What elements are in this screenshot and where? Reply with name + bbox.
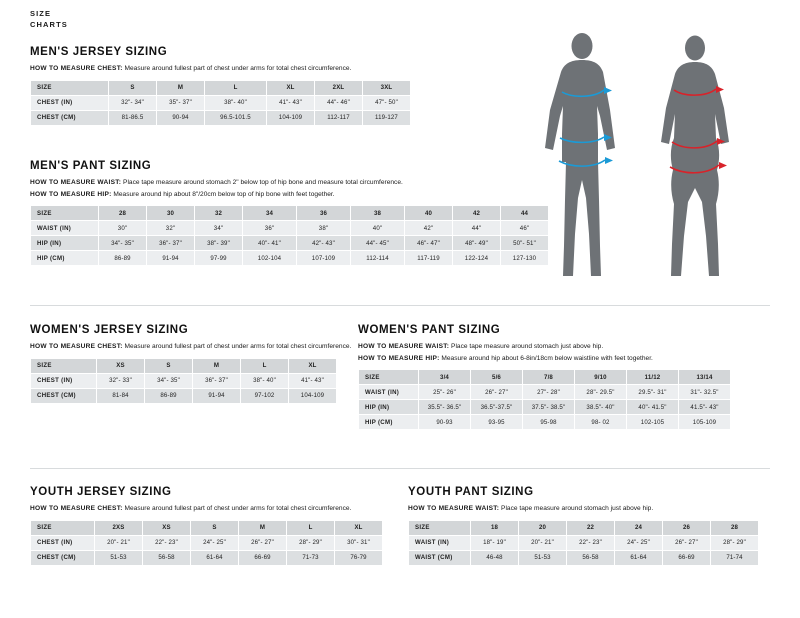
table-row [359, 400, 731, 415]
table-cell: 102-105 [627, 415, 679, 430]
table-row [31, 373, 337, 388]
table-cell: 35"- 37" [157, 95, 205, 110]
table-cell: 36"- 37" [193, 373, 241, 388]
column-header: S [145, 358, 193, 373]
column-header: 5/6 [471, 370, 523, 385]
table-cell: 28"- 29.5" [575, 385, 627, 400]
men-pant-instruction-2: HOW TO MEASURE HIP: Measure around hip about 8"/20cm below top of hip bone with feet together. [30, 190, 335, 198]
row-label: WAIST (IN) [409, 535, 471, 550]
table-cell: 28"- 29" [711, 535, 759, 550]
male-hip-arrowhead [605, 157, 613, 164]
table-header-row [409, 520, 759, 535]
column-header: 26 [663, 520, 711, 535]
table-cell: 37.5"- 38.5" [523, 400, 575, 415]
column-header: L [241, 358, 289, 373]
table-cell: 112-117 [315, 110, 363, 125]
table-cell: 26"- 27" [663, 535, 711, 550]
column-header: 36 [297, 206, 351, 221]
table-cell: 24"- 25" [191, 535, 239, 550]
table-header-row [31, 358, 337, 373]
women-pant-instruction-label-2: HOW TO MEASURE HIP: [358, 354, 440, 362]
youth-jersey-title: YOUTH JERSEY SIZING [30, 486, 172, 498]
table-row [31, 110, 411, 125]
section-women-pant [358, 324, 731, 430]
column-header: SIZE [31, 520, 95, 535]
table-row [31, 221, 549, 236]
divider-1 [30, 305, 770, 306]
column-header: 28 [99, 206, 147, 221]
column-header: XS [97, 358, 145, 373]
table-cell: 26"- 27" [471, 385, 523, 400]
table-cell: 26"- 27" [239, 535, 287, 550]
body-diagrams [520, 30, 780, 290]
table-row [31, 251, 549, 266]
table-cell: 97-99 [195, 251, 243, 266]
section-youth-jersey [30, 486, 383, 566]
table-cell: 98- 02 [575, 415, 627, 430]
women-jersey-title: WOMEN'S JERSEY SIZING [30, 324, 189, 336]
table-cell: 20"- 21" [95, 535, 143, 550]
table-row [359, 385, 731, 400]
column-header: 30 [147, 206, 195, 221]
column-header: SIZE [409, 520, 471, 535]
column-header: 28 [711, 520, 759, 535]
table-cell: 41.5"- 43" [679, 400, 731, 415]
table-cell: 38"- 40" [205, 95, 267, 110]
table-cell: 40"- 41.5" [627, 400, 679, 415]
column-header: 9/10 [575, 370, 627, 385]
table-cell: 76-79 [335, 550, 383, 565]
men-jersey-title: MEN'S JERSEY SIZING [30, 46, 168, 58]
youth-pant-instruction-label-1: HOW TO MEASURE WAIST: [408, 505, 500, 512]
table-cell: 66-69 [663, 550, 711, 565]
column-header: M [193, 358, 241, 373]
table-cell: 61-64 [191, 550, 239, 565]
table-header-row [31, 520, 383, 535]
table-cell: 36" [243, 221, 297, 236]
women-jersey-instruction-label-1: HOW TO MEASURE CHEST: [30, 343, 123, 350]
youth-jersey-instruction-1: HOW TO MEASURE CHEST: Measure around fullest part of chest under arms for total chest circumference. [30, 505, 352, 512]
table-cell: 36.5"-37.5" [471, 400, 523, 415]
row-label: CHEST (CM) [31, 388, 97, 403]
men-pant-title: MEN'S PANT SIZING [30, 160, 152, 172]
table-cell: 28"- 29" [287, 535, 335, 550]
row-label: HIP (IN) [359, 400, 419, 415]
row-label: HIP (IN) [31, 236, 99, 251]
row-label: WAIST (IN) [359, 385, 419, 400]
row-label: CHEST (CM) [31, 110, 109, 125]
female-chest-arrowhead [716, 86, 724, 93]
table-cell: 56-58 [143, 550, 191, 565]
page-title-line2: CHARTS [30, 20, 68, 29]
men-pant-table [30, 205, 549, 266]
column-header: XL [289, 358, 337, 373]
table-row [31, 535, 383, 550]
column-header: 18 [471, 520, 519, 535]
column-header: L [205, 80, 267, 95]
table-cell: 18"- 19" [471, 535, 519, 550]
men-jersey-instruction-label-1: HOW TO MEASURE CHEST: [30, 65, 123, 72]
table-cell: 46" [501, 221, 549, 236]
row-label: CHEST (IN) [31, 535, 95, 550]
row-label: WAIST (IN) [31, 221, 99, 236]
table-cell: 30" [99, 221, 147, 236]
column-header: 7/8 [523, 370, 575, 385]
table-cell: 35.5"- 36.5" [419, 400, 471, 415]
table-cell: 41"- 43" [289, 373, 337, 388]
row-label: CHEST (IN) [31, 95, 109, 110]
column-header: 32 [195, 206, 243, 221]
table-cell: 34"- 35" [145, 373, 193, 388]
table-cell: 105-109 [679, 415, 731, 430]
table-cell: 29.5"- 31" [627, 385, 679, 400]
youth-jersey-instruction-label-1: HOW TO MEASURE CHEST: [30, 505, 123, 512]
table-cell: 32" [147, 221, 195, 236]
table-cell: 27"- 28" [523, 385, 575, 400]
column-header: 44 [501, 206, 549, 221]
male-chest-arrowhead [604, 87, 612, 94]
women-pant-title: WOMEN'S PANT SIZING [358, 324, 501, 336]
table-cell: 104-109 [289, 388, 337, 403]
table-cell: 44" [453, 221, 501, 236]
table-cell: 86-89 [145, 388, 193, 403]
row-label: HIP (CM) [359, 415, 419, 430]
column-header: 34 [243, 206, 297, 221]
divider-2 [30, 468, 770, 469]
page-title [30, 8, 68, 30]
table-cell: 56-58 [567, 550, 615, 565]
table-cell: 46"- 47" [405, 236, 453, 251]
table-cell: 90-93 [419, 415, 471, 430]
table-cell: 31"- 32.5" [679, 385, 731, 400]
section-youth-pant [408, 486, 759, 566]
table-cell: 119-127 [363, 110, 411, 125]
column-header: 20 [519, 520, 567, 535]
column-header: 38 [351, 206, 405, 221]
table-row [31, 236, 549, 251]
column-header: 2XS [95, 520, 143, 535]
table-cell: 112-114 [351, 251, 405, 266]
table-cell: 91-94 [193, 388, 241, 403]
women-jersey-instruction-1: HOW TO MEASURE CHEST: Measure around fullest part of chest under arms for total chest circumference. [30, 343, 352, 350]
table-row [31, 550, 383, 565]
column-header: SIZE [31, 358, 97, 373]
row-label: CHEST (IN) [31, 373, 97, 388]
section-men-pant [30, 160, 549, 266]
youth-pant-table [408, 520, 759, 566]
table-row [409, 535, 759, 550]
measurement-figures-svg [520, 30, 780, 290]
youth-jersey-table [30, 520, 383, 566]
column-header: L [287, 520, 335, 535]
column-header: XS [143, 520, 191, 535]
table-cell: 24"- 25" [615, 535, 663, 550]
table-cell: 40"- 41" [243, 236, 297, 251]
column-header: 2XL [315, 80, 363, 95]
row-label: HIP (CM) [31, 251, 99, 266]
table-cell: 42" [405, 221, 453, 236]
table-row [31, 95, 411, 110]
row-label: CHEST (CM) [31, 550, 95, 565]
column-header: SIZE [359, 370, 419, 385]
men-pant-instruction-label-2: HOW TO MEASURE HIP: [30, 190, 112, 198]
women-pant-instruction-1: HOW TO MEASURE WAIST: Place tape measure around stomach just above hip. [358, 343, 604, 350]
column-header: 3/4 [419, 370, 471, 385]
table-cell: 38.5"- 40" [575, 400, 627, 415]
table-cell: 95-98 [523, 415, 575, 430]
table-row [409, 550, 759, 565]
table-cell: 107-109 [297, 251, 351, 266]
table-cell: 44"- 46" [315, 95, 363, 110]
youth-pant-instruction-1: HOW TO MEASURE WAIST: Place tape measure around stomach just above hip. [408, 505, 654, 512]
men-pant-instruction-label-1: HOW TO MEASURE WAIST: [30, 179, 122, 186]
column-header: M [239, 520, 287, 535]
female-body-diagram [661, 36, 729, 277]
women-jersey-table [30, 358, 337, 404]
women-pant-instruction-2: HOW TO MEASURE HIP: Measure around hip about 6-8in/18cm below waistline with feet together. [358, 354, 653, 362]
column-header: XL [335, 520, 383, 535]
table-cell: 127-130 [501, 251, 549, 266]
table-cell: 51-53 [519, 550, 567, 565]
section-women-jersey [30, 324, 351, 404]
men-jersey-table [30, 80, 411, 126]
table-cell: 117-119 [405, 251, 453, 266]
women-pant-table [358, 369, 731, 430]
table-cell: 46-48 [471, 550, 519, 565]
row-label: WAIST (CM) [409, 550, 471, 565]
column-header: 40 [405, 206, 453, 221]
table-cell: 81-84 [97, 388, 145, 403]
table-cell: 61-64 [615, 550, 663, 565]
table-cell: 51-53 [95, 550, 143, 565]
table-cell: 44"- 45" [351, 236, 405, 251]
youth-pant-title: YOUTH PANT SIZING [408, 486, 534, 498]
section-men-jersey [30, 46, 411, 126]
page-title-line1: SIZE [30, 9, 52, 18]
column-header: 13/14 [679, 370, 731, 385]
column-header: 42 [453, 206, 501, 221]
column-header: XL [267, 80, 315, 95]
table-cell: 38"- 40" [241, 373, 289, 388]
table-cell: 71-74 [711, 550, 759, 565]
table-header-row [31, 80, 411, 95]
table-header-row [359, 370, 731, 385]
table-cell: 50"- 51" [501, 236, 549, 251]
column-header: SIZE [31, 206, 99, 221]
table-cell: 93-95 [471, 415, 523, 430]
table-cell: 41"- 43" [267, 95, 315, 110]
table-header-row [31, 206, 549, 221]
column-header: S [109, 80, 157, 95]
men-pant-instruction-1: HOW TO MEASURE WAIST: Place tape measure around stomach 2" below top of hip bone and measure total circumference. [30, 179, 403, 186]
table-cell: 22"- 23" [567, 535, 615, 550]
table-cell: 32"- 33" [97, 373, 145, 388]
table-cell: 40" [351, 221, 405, 236]
women-pant-instruction-label-1: HOW TO MEASURE WAIST: [358, 343, 450, 350]
men-jersey-instruction-1: HOW TO MEASURE CHEST: Measure around fullest part of chest under arms for total chest circumference. [30, 65, 352, 72]
column-header: 11/12 [627, 370, 679, 385]
table-cell: 38" [297, 221, 351, 236]
table-cell: 90-94 [157, 110, 205, 125]
table-cell: 66-69 [239, 550, 287, 565]
table-row [31, 388, 337, 403]
table-cell: 38"- 39" [195, 236, 243, 251]
table-cell: 20"- 21" [519, 535, 567, 550]
table-cell: 104-109 [267, 110, 315, 125]
column-header: 24 [615, 520, 663, 535]
table-cell: 122-124 [453, 251, 501, 266]
column-header: SIZE [31, 80, 109, 95]
table-row [359, 415, 731, 430]
male-body-diagram [545, 33, 615, 276]
table-cell: 97-102 [241, 388, 289, 403]
table-cell: 34" [195, 221, 243, 236]
column-header: S [191, 520, 239, 535]
table-cell: 22"- 23" [143, 535, 191, 550]
table-cell: 25"- 26" [419, 385, 471, 400]
table-cell: 81-86.5 [109, 110, 157, 125]
table-cell: 86-89 [99, 251, 147, 266]
table-cell: 96.5-101.5 [205, 110, 267, 125]
table-cell: 42"- 43" [297, 236, 351, 251]
column-header: 22 [567, 520, 615, 535]
table-cell: 30"- 31" [335, 535, 383, 550]
table-cell: 32"- 34" [109, 95, 157, 110]
female-hip-arrowhead [719, 162, 727, 169]
column-header: M [157, 80, 205, 95]
table-cell: 102-104 [243, 251, 297, 266]
table-cell: 91-94 [147, 251, 195, 266]
table-cell: 34"- 35" [99, 236, 147, 251]
table-cell: 48"- 49" [453, 236, 501, 251]
table-cell: 71-73 [287, 550, 335, 565]
table-cell: 36"- 37" [147, 236, 195, 251]
table-cell: 47"- 50" [363, 95, 411, 110]
column-header: 3XL [363, 80, 411, 95]
